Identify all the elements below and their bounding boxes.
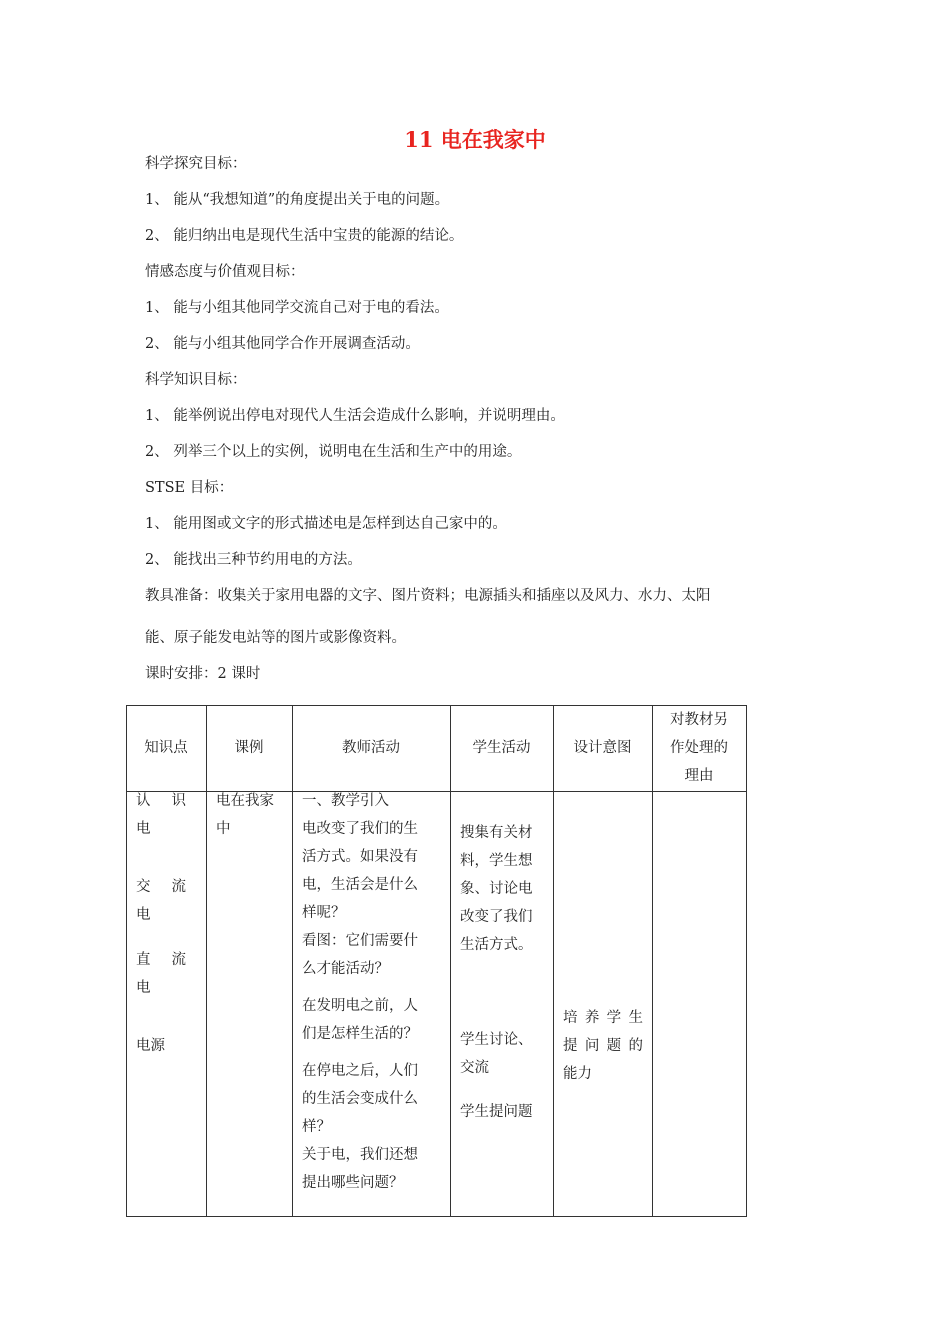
stse-item-2: 2、 能找出三种节约用电的方法。 xyxy=(145,552,362,568)
knowledge-cell xyxy=(136,787,186,1060)
teacher-line: 电，生活会是什么 xyxy=(302,877,418,893)
knowledge-item: 认 识 xyxy=(136,793,186,809)
header-reason-line: 作处理的 xyxy=(670,740,728,756)
teacher-line: 在发明电之前，人 xyxy=(302,998,418,1014)
student-line: 学生提问题 xyxy=(460,1104,533,1120)
teacher-line: 看图：它们需要什 xyxy=(302,933,418,949)
teacher-line: 在停电之后，人们 xyxy=(302,1063,418,1079)
inquiry-item-2: 2、 能归纳出电是现代生活中宝贵的能源的结论。 xyxy=(145,228,464,244)
knowledge-item-1: 1、 能举例说出停电对现代人生活会造成什么影响，并说明理由。 xyxy=(145,408,565,424)
knowledge-item: 直 流 xyxy=(136,952,186,968)
header-lesson: 课例 xyxy=(234,740,264,756)
knowledge-item: 电 xyxy=(136,821,151,837)
student-line: 交流 xyxy=(460,1060,489,1076)
stse-heading: STSE 目标： xyxy=(145,480,234,496)
table-border xyxy=(126,1216,747,1217)
header-student: 学生活动 xyxy=(472,740,531,756)
teacher-line: 样？ xyxy=(302,1119,331,1135)
attitude-item-1: 1、 能与小组其他同学交流自己对于电的看法。 xyxy=(145,300,449,316)
student-line: 象、讨论电 xyxy=(460,881,533,897)
teacher-line: 们是怎样生活的？ xyxy=(302,1026,418,1042)
knowledge-item: 电 xyxy=(136,907,151,923)
header-design: 设计意图 xyxy=(573,740,632,756)
attitude-item-2: 2、 能与小组其他同学合作开展调查活动。 xyxy=(145,336,420,352)
header-reason-line: 对教材另 xyxy=(670,712,728,728)
lesson-cell xyxy=(216,787,290,843)
student-line: 学生讨论、 xyxy=(460,1032,533,1048)
knowledge-item: 电源 xyxy=(136,1038,165,1054)
teacher-cell xyxy=(302,787,447,1197)
teacher-line: 么才能活动？ xyxy=(302,961,389,977)
teacher-line: 活方式。如果没有 xyxy=(302,849,418,865)
schedule: 课时安排：2 课时 xyxy=(145,666,261,682)
stse-item-1: 1、 能用图或文字的形式描述电是怎样到达自己家中的。 xyxy=(145,516,507,532)
design-line: 培 养 学 生 xyxy=(563,1010,643,1026)
header-teacher: 教师活动 xyxy=(342,740,400,756)
inquiry-heading: 科学探究目标： xyxy=(145,156,247,172)
teacher-line: 电改变了我们的生 xyxy=(302,821,418,837)
header-reason xyxy=(652,705,746,791)
knowledge-heading: 科学知识目标： xyxy=(145,372,247,388)
attitude-heading: 情感态度与价值观目标： xyxy=(145,264,305,280)
design-cell xyxy=(563,1004,643,1088)
student-line: 料，学生想 xyxy=(460,853,533,869)
teacher-line: 提出哪些问题？ xyxy=(302,1175,404,1191)
knowledge-item: 电 xyxy=(136,980,151,996)
student-line: 搜集有关材 xyxy=(460,825,533,841)
lesson-line: 中 xyxy=(216,821,231,837)
lesson-table xyxy=(126,705,746,1216)
student-cell xyxy=(460,819,552,1126)
header-reason-line: 理由 xyxy=(684,768,714,784)
header-knowledge: 知识点 xyxy=(144,740,188,756)
student-line: 生活方式。 xyxy=(460,937,533,953)
materials-line-2: 能、原子能发电站等的图片或影像资料。 xyxy=(145,630,406,646)
inquiry-item-1: 1、 能从“我想知道”的角度提出关于电的问题。 xyxy=(145,192,450,208)
teacher-line: 一、教学引入 xyxy=(302,793,389,809)
knowledge-item-2: 2、 列举三个以上的实例，说明电在生活和生产中的用途。 xyxy=(145,444,522,460)
teacher-line: 关于电，我们还想 xyxy=(302,1147,418,1163)
table-border xyxy=(746,705,747,1217)
student-line: 改变了我们 xyxy=(460,909,533,925)
lesson-line: 电在我家 xyxy=(216,793,274,809)
design-line: 提 问 题 的 xyxy=(563,1038,643,1054)
knowledge-item: 交 流 xyxy=(136,879,186,895)
materials-line-1: 教具准备：收集关于家用电器的文字、图片资料；电源插头和插座以及风力、水力、太阳 xyxy=(145,588,711,604)
design-line: 能力 xyxy=(563,1066,592,1082)
teacher-line: 样呢？ xyxy=(302,905,346,921)
page-title: 11 电在我家中 xyxy=(404,127,546,152)
teacher-line: 的生活会变成什么 xyxy=(302,1091,418,1107)
